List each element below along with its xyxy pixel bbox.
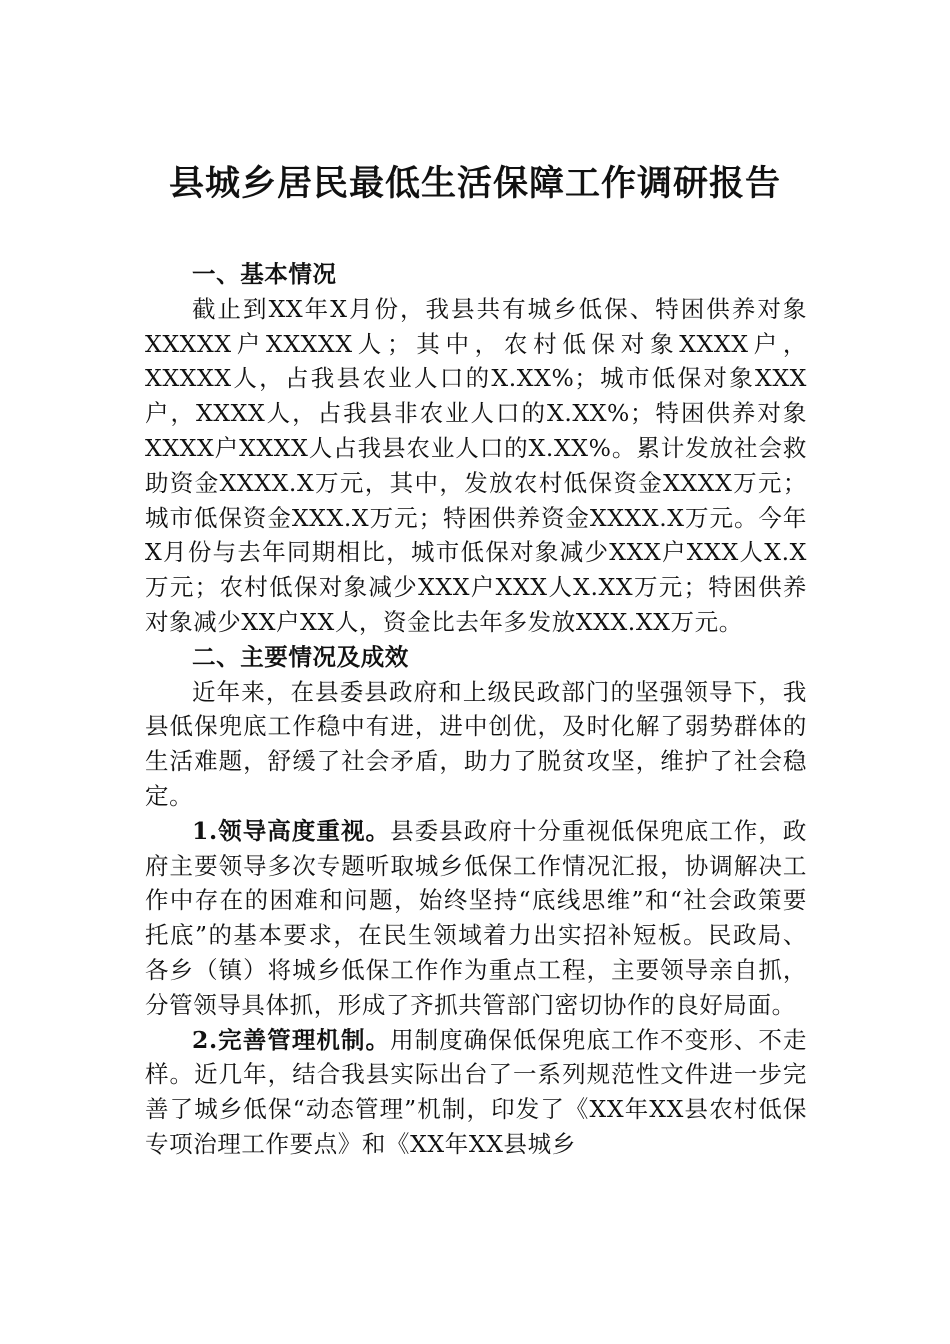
section-1-heading: 一、基本情况 [192,260,337,288]
section-2-heading: 二、主要情况及成效 [192,642,409,671]
document-body [145,257,807,1162]
item-2-lead: 2.完善管理机制。 [192,1025,391,1054]
section-2-intro-paragraph: 近年来，在县委县政府和上级民政部门的坚强领导下，我县低保兜底工作稳中有进，进中创优，及时化解了弱势群体的生活难题，舒缓了社会矛盾，助力了脱贫攻坚，维护了社会稳定。 [145,677,807,810]
section-1-paragraph: 截止到XX年X月份，我县共有城乡低保、特困供养对象XXXXX户XXXXX人；其中，农村低保对象XXXX户，XXXXX人，占我县农业人口的X.XX%；城市低保对象XXX户，XXXX人，占我县非农业人口的X.XX%；特困供养对象XXXX户XXXX人占我县农业人口的X.XX%。累计发放社会救助资金XXXX.X万元，其中，发放农村低保资金XXXX万元；城市低保资金XXX.X万元；特困供养资金XXXX.X万元。今年X月份与去年同期相比，城市低保对象减少XXX户XXX人X.X万元；农村低保对象减少XXX户XXX人X.XX万元；特困供养对象减少XX户XX人，资金比去年多发放XXX.XX万元。 [145,294,807,636]
document-title: 县城乡居民最低生活保障工作调研报告 [168,163,781,204]
item-1-lead: 1.领导高度重视。 [192,816,391,845]
item-2-paragraph [145,1023,807,1162]
item-2-text: 用制度确保低保兜底工作不变形、不走样。近几年，结合我县实际出台了一系列规范性文件进一步完善了城乡低保“动态管理”机制，印发了《XX年XX县农村低保专项治理工作要点》和《XX年XX县城乡 [145,1025,808,1158]
item-1-paragraph [145,814,807,1023]
item-1-text: 县委县政府十分重视低保兜底工作，政府主要领导多次专题听取城乡低保工作情况汇报，协调解决工作中存在的困难和问题，始终坚持“底线思维”和“社会政策要托底”的基本要求，在民生领域着力出实招补短板。民政局、各乡（镇）将城乡低保工作作为重点工程，主要领导亲自抓，分管领导具体抓，形成了齐抓共管部门密切协作的良好局面。 [145,816,808,1019]
